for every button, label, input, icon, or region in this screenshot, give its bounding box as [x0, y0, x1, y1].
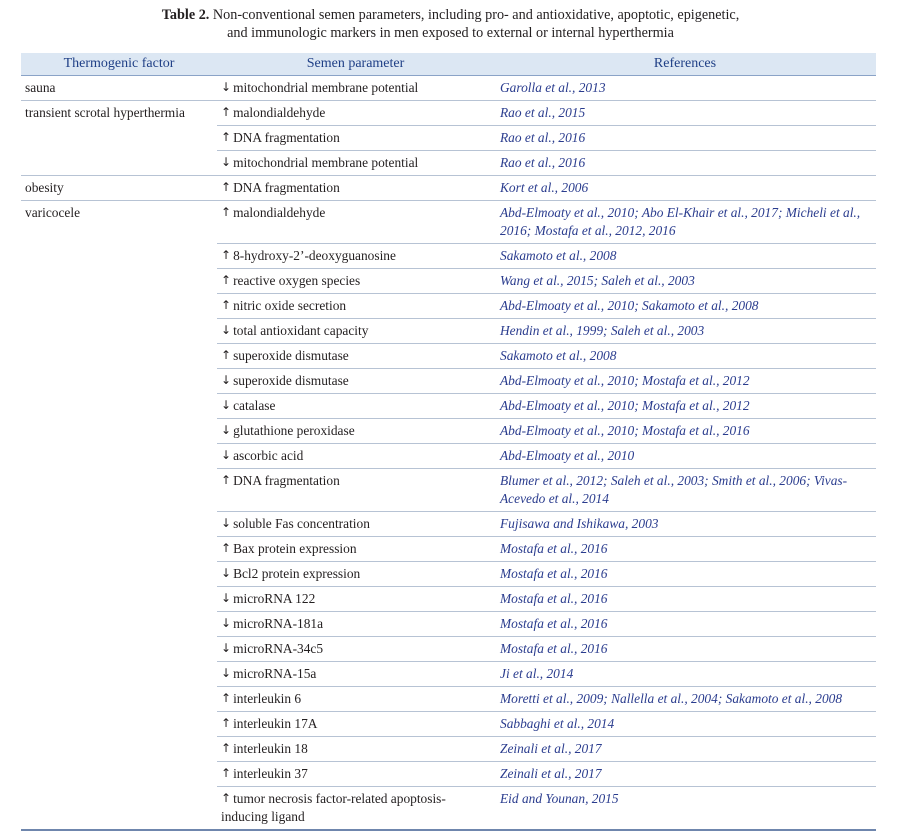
table-caption	[0, 6, 901, 42]
thermogenic-factor-cell	[21, 151, 217, 176]
thermogenic-factor-cell	[21, 394, 217, 419]
references-cell[interactable]: Mostafa et al., 2016	[494, 562, 876, 587]
parameter-text: Bax protein expression	[233, 541, 357, 556]
parameter-text: superoxide dismutase	[233, 348, 349, 363]
references-cell[interactable]: Fujisawa and Ishikawa, 2003	[494, 512, 876, 537]
references-cell[interactable]: Abd-Elmoaty et al., 2010; Mostafa et al., 2012	[494, 394, 876, 419]
table-row	[21, 201, 876, 244]
parameter-text: interleukin 17A	[233, 716, 318, 731]
references-cell[interactable]: Kort et al., 2006	[494, 176, 876, 201]
semen-parameter-cell	[217, 787, 494, 831]
references-cell[interactable]: Rao et al., 2016	[494, 151, 876, 176]
arrow-down-icon: ↓	[221, 566, 232, 580]
arrow-up-icon: ↑	[221, 298, 232, 312]
thermogenic-factor-cell	[21, 762, 217, 787]
thermogenic-factor-cell	[21, 469, 217, 512]
arrow-down-icon: ↓	[221, 616, 232, 630]
arrow-up-icon: ↑	[221, 791, 232, 805]
parameter-text: total antioxidant capacity	[233, 323, 369, 338]
arrow-down-icon: ↓	[221, 666, 232, 680]
thermogenic-factor-cell: obesity	[21, 176, 217, 201]
table-row	[21, 662, 876, 687]
semen-parameter-cell	[217, 712, 494, 737]
semen-parameter-cell	[217, 737, 494, 762]
caption-text-1: Non-conventional semen parameters, including pro- and antioxidative, apoptotic, epigenetic,	[212, 7, 740, 23]
thermogenic-factor-cell	[21, 512, 217, 537]
references-cell[interactable]: Rao et al., 2016	[494, 126, 876, 151]
references-cell[interactable]: Mostafa et al., 2016	[494, 612, 876, 637]
arrow-up-icon: ↑	[221, 180, 232, 194]
arrow-down-icon: ↓	[221, 373, 232, 387]
arrow-up-icon: ↑	[221, 473, 232, 487]
table-row	[21, 787, 876, 831]
semen-parameter-cell	[217, 294, 494, 319]
thermogenic-factor-cell	[21, 737, 217, 762]
references-cell[interactable]: Abd-Elmoaty et al., 2010; Mostafa et al., 2012	[494, 369, 876, 394]
arrow-up-icon: ↑	[221, 741, 232, 755]
references-cell[interactable]: Eid and Younan, 2015	[494, 787, 876, 831]
table-row	[21, 712, 876, 737]
arrow-down-icon: ↓	[221, 641, 232, 655]
thermogenic-factor-cell	[21, 712, 217, 737]
references-cell[interactable]: Rao et al., 2015	[494, 101, 876, 126]
references-cell[interactable]: Wang et al., 2015; Saleh et al., 2003	[494, 269, 876, 294]
parameter-text: microRNA 122	[233, 591, 316, 606]
semen-parameter-cell	[217, 469, 494, 512]
thermogenic-factor-cell	[21, 537, 217, 562]
table-row	[21, 562, 876, 587]
references-cell[interactable]: Sakamoto et al., 2008	[494, 344, 876, 369]
references-cell[interactable]: Zeinali et al., 2017	[494, 762, 876, 787]
references-cell[interactable]: Zeinali et al., 2017	[494, 737, 876, 762]
references-cell[interactable]: Hendin et al., 1999; Saleh et al., 2003	[494, 319, 876, 344]
thermogenic-factor-cell	[21, 294, 217, 319]
table-row	[21, 512, 876, 537]
semen-parameter-cell	[217, 126, 494, 151]
parameter-text: glutathione peroxidase	[233, 423, 355, 438]
parameter-text: DNA fragmentation	[233, 130, 340, 145]
table-row	[21, 369, 876, 394]
semen-parameter-cell	[217, 612, 494, 637]
table-body	[21, 76, 876, 831]
arrow-up-icon: ↑	[221, 348, 232, 362]
thermogenic-factor-cell	[21, 419, 217, 444]
table-row	[21, 419, 876, 444]
table-row	[21, 469, 876, 512]
parameter-text: interleukin 6	[233, 691, 302, 706]
parameter-text: Bcl2 protein expression	[233, 566, 361, 581]
thermogenic-factor-cell	[21, 687, 217, 712]
semen-parameter-cell	[217, 394, 494, 419]
semen-parameter-cell	[217, 537, 494, 562]
references-cell[interactable]: Abd-Elmoaty et al., 2010	[494, 444, 876, 469]
table-row	[21, 151, 876, 176]
thermogenic-factor-cell	[21, 562, 217, 587]
parameter-text: malondialdehyde	[233, 205, 326, 220]
parameter-text: superoxide dismutase	[233, 373, 349, 388]
semen-parameter-cell	[217, 587, 494, 612]
references-cell[interactable]: Mostafa et al., 2016	[494, 587, 876, 612]
parameter-text: tumor necrosis factor-related apoptosis-inducing ligand	[221, 791, 446, 824]
arrow-down-icon: ↓	[221, 516, 232, 530]
parameter-text: reactive oxygen species	[233, 273, 361, 288]
header-thermogenic-factor: Thermogenic factor	[21, 53, 217, 76]
table-row	[21, 294, 876, 319]
semen-parameter-cell	[217, 101, 494, 126]
thermogenic-factor-cell	[21, 612, 217, 637]
semen-parameter-cell	[217, 201, 494, 244]
parameter-text: DNA fragmentation	[233, 473, 340, 488]
table-row	[21, 319, 876, 344]
semen-parameter-cell	[217, 637, 494, 662]
thermogenic-factor-cell	[21, 787, 217, 831]
arrow-down-icon: ↓	[221, 155, 232, 169]
references-cell[interactable]: Sabbaghi et al., 2014	[494, 712, 876, 737]
table-row	[21, 687, 876, 712]
references-cell[interactable]: Ji et al., 2014	[494, 662, 876, 687]
arrow-down-icon: ↓	[221, 323, 232, 337]
arrow-up-icon: ↑	[221, 541, 232, 555]
references-cell[interactable]: Abd-Elmoaty et al., 2010; Abo El-Khair et al., 2017; Micheli et al., 2016; Mostafa et al., 2012, 2016	[494, 201, 876, 244]
semen-parameter-cell	[217, 444, 494, 469]
arrow-up-icon: ↑	[221, 716, 232, 730]
table-row	[21, 76, 876, 101]
thermogenic-factor-cell: sauna	[21, 76, 217, 101]
thermogenic-factor-cell	[21, 344, 217, 369]
parameter-text: soluble Fas concentration	[233, 516, 370, 531]
references-cell[interactable]: Mostafa et al., 2016	[494, 637, 876, 662]
arrow-up-icon: ↑	[221, 248, 232, 262]
caption-line-2: and immunologic markers in men exposed to external or internal hyperthermia	[227, 25, 674, 41]
table-row	[21, 537, 876, 562]
semen-parameter-cell	[217, 562, 494, 587]
thermogenic-factor-cell	[21, 369, 217, 394]
semen-parameter-cell	[217, 319, 494, 344]
thermogenic-factor-cell	[21, 319, 217, 344]
thermogenic-factor-cell	[21, 126, 217, 151]
semen-parameter-cell	[217, 512, 494, 537]
table-row	[21, 244, 876, 269]
parameter-text: microRNA-15a	[233, 666, 317, 681]
semen-parameter-cell	[217, 76, 494, 101]
arrow-up-icon: ↑	[221, 130, 232, 144]
table-row	[21, 737, 876, 762]
arrow-up-icon: ↑	[221, 273, 232, 287]
references-cell[interactable]: Garolla et al., 2013	[494, 76, 876, 101]
thermogenic-factor-cell	[21, 662, 217, 687]
caption-label: Table 2.	[161, 7, 210, 23]
parameter-text: malondialdehyde	[233, 105, 326, 120]
parameter-text: interleukin 37	[233, 766, 308, 781]
parameter-text: DNA fragmentation	[233, 180, 340, 195]
arrow-up-icon: ↑	[221, 766, 232, 780]
parameter-text: interleukin 18	[233, 741, 308, 756]
thermogenic-factor-cell	[21, 637, 217, 662]
parameter-text: mitochondrial membrane potential	[233, 155, 419, 170]
arrow-down-icon: ↓	[221, 448, 232, 462]
arrow-up-icon: ↑	[221, 205, 232, 219]
header-row	[21, 53, 876, 76]
references-cell[interactable]: Moretti et al., 2009; Nallella et al., 2004; Sakamoto et al., 2008	[494, 687, 876, 712]
thermogenic-factor-cell: varicocele	[25, 205, 81, 220]
table-row	[21, 612, 876, 637]
table-row	[21, 101, 876, 126]
thermogenic-factor-cell	[21, 444, 217, 469]
thermogenic-factor-cell: transient scrotal hyperthermia	[25, 105, 185, 120]
arrow-down-icon: ↓	[221, 398, 232, 412]
semen-parameter-cell	[217, 419, 494, 444]
semen-parameter-cell	[217, 369, 494, 394]
semen-parameter-cell	[217, 176, 494, 201]
parameter-text: 8-hydroxy-2’-deoxyguanosine	[233, 248, 396, 263]
table-header	[21, 53, 876, 76]
parameter-text: ascorbic acid	[233, 448, 304, 463]
semen-parameter-cell	[217, 269, 494, 294]
arrow-down-icon: ↓	[221, 423, 232, 437]
thermogenic-factor-cell	[21, 269, 217, 294]
semen-parameter-cell	[217, 244, 494, 269]
table-row	[21, 637, 876, 662]
references-cell[interactable]: Abd-Elmoaty et al., 2010; Mostafa et al., 2016	[494, 419, 876, 444]
thermogenic-factor-cell	[21, 244, 217, 269]
arrow-up-icon: ↑	[221, 105, 232, 119]
thermogenic-factor-cell	[21, 587, 217, 612]
references-cell[interactable]: Blumer et al., 2012; Saleh et al., 2003; Smith et al., 2006; Vivas-Acevedo et al., 2014	[494, 469, 876, 512]
parameter-text: nitric oxide secretion	[233, 298, 347, 313]
references-cell[interactable]: Sakamoto et al., 2008	[494, 244, 876, 269]
references-cell[interactable]: Abd-Elmoaty et al., 2010; Sakamoto et al., 2008	[494, 294, 876, 319]
semen-parameter-cell	[217, 762, 494, 787]
semen-parameter-cell	[217, 662, 494, 687]
data-table	[21, 53, 876, 831]
table-row	[21, 587, 876, 612]
table-row	[21, 394, 876, 419]
arrow-down-icon: ↓	[221, 591, 232, 605]
caption-line-1	[0, 6, 901, 24]
arrow-down-icon: ↓	[221, 80, 232, 94]
parameter-text: microRNA-181a	[233, 616, 324, 631]
table-row	[21, 126, 876, 151]
header-references: References	[494, 53, 876, 76]
parameter-text: mitochondrial membrane potential	[233, 80, 419, 95]
table-row	[21, 444, 876, 469]
parameter-text: microRNA-34c5	[233, 641, 324, 656]
semen-parameter-cell	[217, 687, 494, 712]
semen-parameter-cell	[217, 344, 494, 369]
references-cell[interactable]: Mostafa et al., 2016	[494, 537, 876, 562]
header-semen-parameter: Semen parameter	[217, 53, 494, 76]
semen-parameter-cell	[217, 151, 494, 176]
table-row	[21, 762, 876, 787]
table-row	[21, 344, 876, 369]
parameter-text: catalase	[233, 398, 276, 413]
table-row	[21, 176, 876, 201]
arrow-up-icon: ↑	[221, 691, 232, 705]
table-row	[21, 269, 876, 294]
